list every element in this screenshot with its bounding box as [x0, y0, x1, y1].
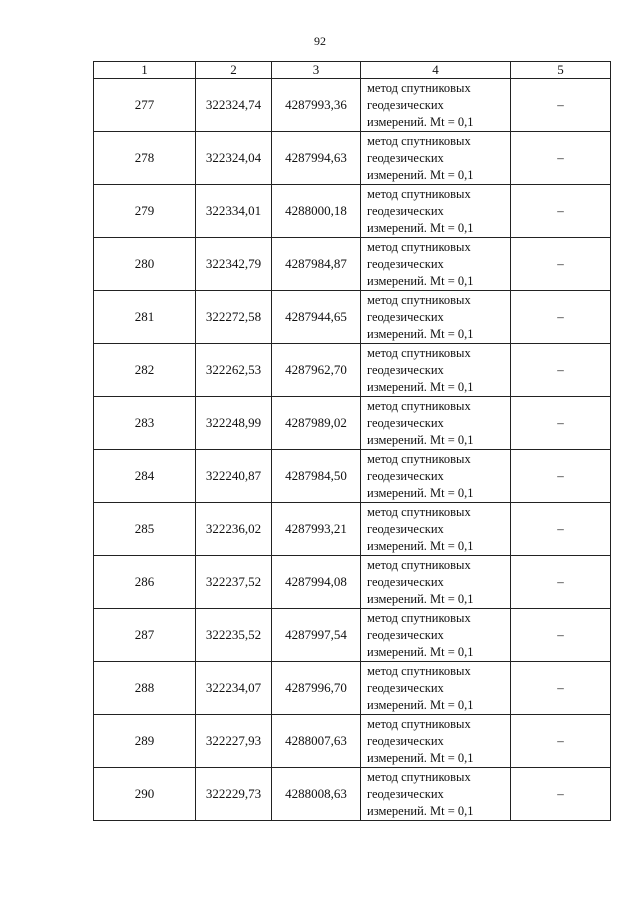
y-coordinate-cell: 4287984,87	[272, 238, 361, 291]
x-coordinate-cell: 322227,93	[196, 715, 272, 768]
method-text-line: метод спутниковых	[367, 610, 471, 625]
method-text-line: метод спутниковых	[367, 557, 471, 572]
method-text-line: геодезических	[367, 574, 444, 589]
point-number-cell: 283	[94, 397, 196, 450]
note-cell: –	[511, 238, 611, 291]
method-cell	[361, 132, 511, 185]
table-row	[94, 609, 611, 662]
method-text-line: геодезических	[367, 680, 444, 695]
y-coordinate-cell: 4287994,08	[272, 556, 361, 609]
method-cell	[361, 556, 511, 609]
coordinates-table	[93, 61, 611, 821]
note-cell: –	[511, 132, 611, 185]
note-cell: –	[511, 79, 611, 132]
method-text-line: измерений. Mt = 0,1	[367, 432, 474, 447]
y-coordinate-cell: 4287994,63	[272, 132, 361, 185]
x-coordinate-cell: 322240,87	[196, 450, 272, 503]
note-cell: –	[511, 662, 611, 715]
method-cell	[361, 715, 511, 768]
point-number-cell: 288	[94, 662, 196, 715]
method-text-line: геодезических	[367, 733, 444, 748]
x-coordinate-cell: 322324,04	[196, 132, 272, 185]
y-coordinate-cell: 4287996,70	[272, 662, 361, 715]
x-coordinate-cell: 322334,01	[196, 185, 272, 238]
header-row	[94, 62, 611, 79]
method-cell	[361, 609, 511, 662]
table-row	[94, 450, 611, 503]
y-coordinate-cell: 4288007,63	[272, 715, 361, 768]
method-text-line: метод спутниковых	[367, 345, 471, 360]
note-cell: –	[511, 450, 611, 503]
method-text-line: измерений. Mt = 0,1	[367, 803, 474, 818]
method-cell	[361, 397, 511, 450]
method-cell	[361, 662, 511, 715]
method-text-line: метод спутниковых	[367, 80, 471, 95]
y-coordinate-cell: 4287993,21	[272, 503, 361, 556]
table-row	[94, 715, 611, 768]
x-coordinate-cell: 322236,02	[196, 503, 272, 556]
method-text-line: метод спутниковых	[367, 769, 471, 784]
note-cell: –	[511, 291, 611, 344]
method-text-line: геодезических	[367, 150, 444, 165]
method-cell	[361, 238, 511, 291]
note-cell: –	[511, 397, 611, 450]
y-coordinate-cell: 4287962,70	[272, 344, 361, 397]
x-coordinate-cell: 322234,07	[196, 662, 272, 715]
page-number: 92	[314, 34, 326, 48]
note-cell: –	[511, 609, 611, 662]
method-text-line: метод спутниковых	[367, 663, 471, 678]
method-text-line: измерений. Mt = 0,1	[367, 750, 474, 765]
method-cell	[361, 79, 511, 132]
point-number-cell: 281	[94, 291, 196, 344]
method-text-line: измерений. Mt = 0,1	[367, 591, 474, 606]
y-coordinate-cell: 4287993,36	[272, 79, 361, 132]
point-number-cell: 278	[94, 132, 196, 185]
point-number-cell: 287	[94, 609, 196, 662]
method-text-line: метод спутниковых	[367, 398, 471, 413]
column-header-4: 4	[361, 62, 511, 79]
method-text-line: геодезических	[367, 627, 444, 642]
x-coordinate-cell: 322272,58	[196, 291, 272, 344]
note-cell: –	[511, 185, 611, 238]
method-text-line: измерений. Mt = 0,1	[367, 379, 474, 394]
method-text-line: геодезических	[367, 309, 444, 324]
method-text-line: метод спутниковых	[367, 239, 471, 254]
method-text-line: измерений. Mt = 0,1	[367, 220, 474, 235]
note-cell: –	[511, 715, 611, 768]
point-number-cell: 285	[94, 503, 196, 556]
column-header-1: 1	[94, 62, 196, 79]
method-text-line: геодезических	[367, 468, 444, 483]
method-text-line: измерений. Mt = 0,1	[367, 114, 474, 129]
table-header	[94, 62, 611, 79]
x-coordinate-cell: 322248,99	[196, 397, 272, 450]
method-text-line: геодезических	[367, 521, 444, 536]
method-text-line: метод спутниковых	[367, 186, 471, 201]
column-header-2: 2	[196, 62, 272, 79]
method-text-line: геодезических	[367, 97, 444, 112]
column-header-3: 3	[272, 62, 361, 79]
y-coordinate-cell: 4287997,54	[272, 609, 361, 662]
table-row	[94, 291, 611, 344]
point-number-cell: 280	[94, 238, 196, 291]
point-number-cell: 279	[94, 185, 196, 238]
method-text-line: измерений. Mt = 0,1	[367, 697, 474, 712]
note-cell: –	[511, 344, 611, 397]
x-coordinate-cell: 322235,52	[196, 609, 272, 662]
table-row	[94, 768, 611, 821]
method-text-line: измерений. Mt = 0,1	[367, 167, 474, 182]
method-cell	[361, 450, 511, 503]
method-cell	[361, 344, 511, 397]
x-coordinate-cell: 322262,53	[196, 344, 272, 397]
y-coordinate-cell: 4287989,02	[272, 397, 361, 450]
table-row	[94, 556, 611, 609]
method-text-line: метод спутниковых	[367, 292, 471, 307]
table-row	[94, 238, 611, 291]
table-row	[94, 185, 611, 238]
method-text-line: метод спутниковых	[367, 133, 471, 148]
method-text-line: метод спутниковых	[367, 716, 471, 731]
point-number-cell: 284	[94, 450, 196, 503]
x-coordinate-cell: 322229,73	[196, 768, 272, 821]
method-text-line: метод спутниковых	[367, 451, 471, 466]
note-cell: –	[511, 503, 611, 556]
method-cell	[361, 768, 511, 821]
method-text-line: метод спутниковых	[367, 504, 471, 519]
method-cell	[361, 291, 511, 344]
y-coordinate-cell: 4288008,63	[272, 768, 361, 821]
y-coordinate-cell: 4288000,18	[272, 185, 361, 238]
x-coordinate-cell: 322324,74	[196, 79, 272, 132]
method-text-line: геодезических	[367, 362, 444, 377]
x-coordinate-cell: 322342,79	[196, 238, 272, 291]
table-row	[94, 397, 611, 450]
method-text-line: геодезических	[367, 786, 444, 801]
point-number-cell: 290	[94, 768, 196, 821]
method-text-line: измерений. Mt = 0,1	[367, 644, 474, 659]
y-coordinate-cell: 4287984,50	[272, 450, 361, 503]
table-body	[94, 79, 611, 821]
method-text-line: измерений. Mt = 0,1	[367, 326, 474, 341]
table-row	[94, 662, 611, 715]
note-cell: –	[511, 768, 611, 821]
table-row	[94, 344, 611, 397]
note-cell: –	[511, 556, 611, 609]
table-row	[94, 132, 611, 185]
method-text-line: геодезических	[367, 415, 444, 430]
method-text-line: измерений. Mt = 0,1	[367, 485, 474, 500]
method-cell	[361, 503, 511, 556]
column-header-5: 5	[511, 62, 611, 79]
method-text-line: геодезических	[367, 256, 444, 271]
table-row	[94, 503, 611, 556]
table-row	[94, 79, 611, 132]
point-number-cell: 286	[94, 556, 196, 609]
method-text-line: измерений. Mt = 0,1	[367, 273, 474, 288]
point-number-cell: 277	[94, 79, 196, 132]
point-number-cell: 282	[94, 344, 196, 397]
point-number-cell: 289	[94, 715, 196, 768]
method-cell	[361, 185, 511, 238]
y-coordinate-cell: 4287944,65	[272, 291, 361, 344]
method-text-line: геодезических	[367, 203, 444, 218]
method-text-line: измерений. Mt = 0,1	[367, 538, 474, 553]
x-coordinate-cell: 322237,52	[196, 556, 272, 609]
